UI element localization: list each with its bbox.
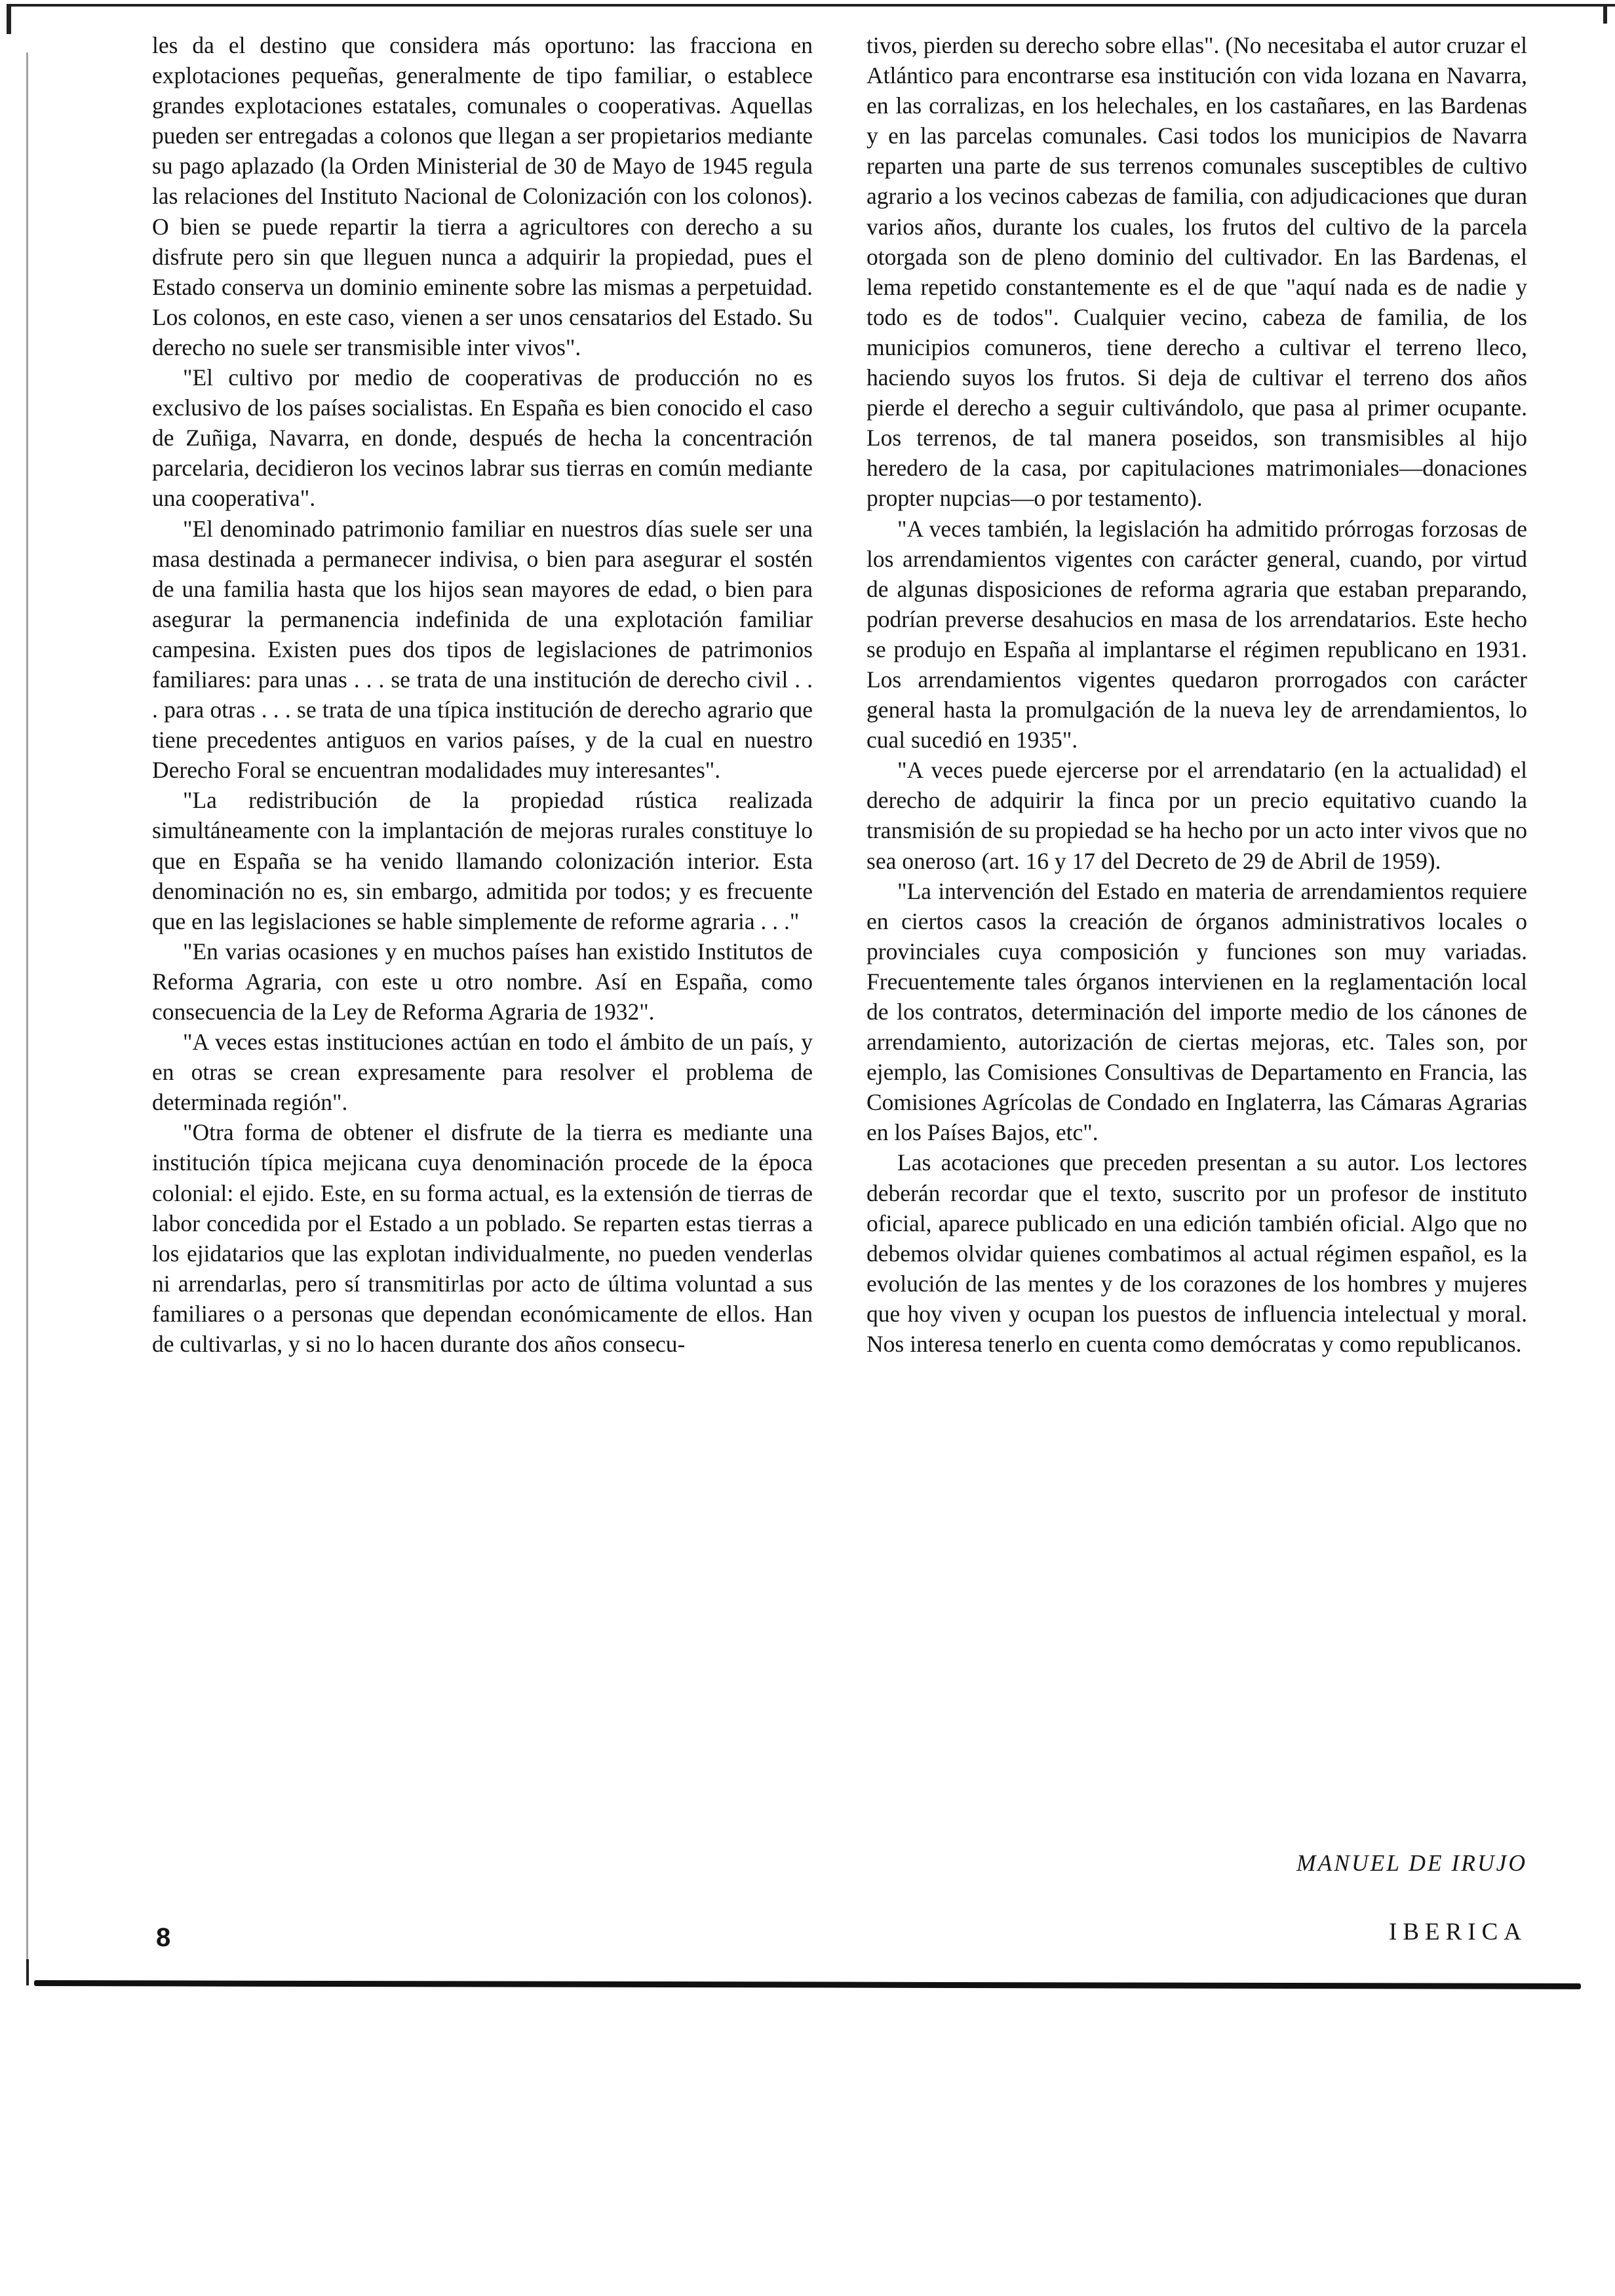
paragraph: "Otra forma de obtener el disfrute de la tierra es mediante una institución típica mejicana cuya denominación procede de la época colonial: el ejido. Este, en su forma actual, es la extensión de tierras de labor concedida por el Estado a un poblado. Se reparten estas tierras a los ejidatarios que las explotan individualmente, no pueden venderlas ni arrendarlas, pero sí transmitirlas por acto de última voluntad a sus familiares o a personas que dependan económicamente de ellos. Han de cultivarlas, y si no lo hacen durante dos años consecu- <box>152 1119 813 1358</box>
left-column <box>152 30 813 1359</box>
page-corner-top-right <box>1603 4 1607 24</box>
page-border-bottom <box>34 1980 1581 1989</box>
right-column <box>866 30 1527 1359</box>
page-corner-bottom-left <box>26 1959 29 1985</box>
paragraph: "La redistribución de la propiedad rústica realizada simultáneamente con la implantación de mejoras rurales constituye lo que en España se ha venido llamando colonización interior. Esta denominación no es, sin embargo, admitida por todos; y es frecuente que en las legislaciones se hable simplemente de reforme agraria . . ." <box>152 787 813 934</box>
paragraph: tivos, pierden su derecho sobre ellas". (No necesitaba el autor cruzar el Atlántico para encontrarse esa institución con vida lozana en Navarra, en las corralizas, en los helechales, en los castañares, en las Bardenas y en las parcelas comunales. Casi todos los municipios de Navarra reparten una parte de sus terrenos comunales susceptibles de cultivo agrario a los vecinos cabezas de familia, con adjudicaciones que duran varios años, durante los cuales, los frutos del cultivo de la parcela otorgada son de pleno dominio del cultivador. En las Bardenas, el lema repetido constantemente es el de que "aquí nada es de nadie y todo es de todos". Cualquier vecino, cabeza de familia, de los municipios comuneros, tiene derecho a cultivar el terreno lleco, haciendo suyos los frutos. Si deja de cultivar el terreno dos años pierde el derecho a seguir cultivándolo, que pasa al primer ocupante. Los terrenos, de tal manera poseidos, son transmisibles al hijo heredero de la casa, por capitulaciones matrimoniales—donaciones propter nupcias—o por testamento). <box>866 32 1527 512</box>
journal-name: IBERICA <box>1389 1919 1527 1945</box>
page-border-top <box>7 4 1615 7</box>
paragraph: "En varias ocasiones y en muchos países han existido Institutos de Reforma Agraria, con este u otro nombre. Así en España, como consecuencia de la Ley de Reforma Agraria de 1932". <box>152 938 813 1025</box>
paragraph: les da el destino que considera más oportuno: las fracciona en explotaciones pequeñas, generalmente de tipo familiar, o establece grandes explotaciones estatales, comunales o cooperativas. Aquellas pueden ser entregadas a colonos que llegan a ser propietarios mediante su pago aplazado (la Orden Ministerial de 30 de Mayo de 1945 regula las relaciones del Instituto Nacional de Colonización con los colonos). O bien se puede repartir la tierra a agricultores con derecho a su disfrute pero sin que lleguen nunca a adquirir la propiedad, pues el Estado conserva un dominio eminente sobre las mismas a perpetuidad. Los colonos, en este caso, vienen a ser unos censatarios del Estado. Su derecho no suele ser transmisible inter vivos". <box>152 32 813 360</box>
paragraph: Las acotaciones que preceden presentan a su autor. Los lectores deberán recordar que el texto, suscrito por un profesor de instituto oficial, aparece publicado en una edición también oficial. Algo que no debemos olvidar quienes combatimos al actual régimen español, es la evolución de las mentes y de los corazones de los hombres y mujeres que hoy viven y ocupan los puestos de influencia intelectual y moral. Nos interesa tenerlo en cuenta como demócratas y como republicanos. <box>866 1149 1527 1358</box>
paragraph: "El denominado patrimonio familiar en nuestros días suele ser una masa destinada a permanecer indivisa, o bien para asegurar el sostén de una familia hasta que los hijos sean mayores de edad, o bien para asegurar la permanencia indefinida de una explotación familiar campesina. Existen pues dos tipos de legislaciones de patrimonios familiares: para unas . . . se trata de una institución de derecho civil . . . para otras . . . se trata de una típica institución de derecho agrario que tiene precedentes antiguos en varios países, y de la cual en nuestro Derecho Foral se encuentran modalidades muy interesantes". <box>152 515 813 784</box>
author-signature: MANUEL DE IRUJO <box>1296 1850 1527 1876</box>
paragraph: "La intervención del Estado en materia de arrendamientos requiere en ciertos casos la creación de órganos administrativos locales o provinciales cuya composición y funciones son muy variadas. Frecuentemente tales órganos intervienen en la reglamentación local de los contratos, determinación del importe medio de los cánones de arrendamiento, autorización de ciertas mejoras, etc. Tales son, por ejemplo, las Comisiones Consultivas de Departamento en Francia, las Comisiones Agrícolas de Condado en Inglaterra, las Cámaras Agrarias en los Países Bajos, etc". <box>866 877 1527 1146</box>
paragraph: "El cultivo por medio de cooperativas de producción no es exclusivo de los países socialistas. En España es bien conocido el caso de Zuñiga, Navarra, en donde, después de hecha la concentración parcelaria, decidieron los vecinos labrar sus tierras en común mediante una cooperativa". <box>152 364 813 512</box>
paragraph: "A veces estas instituciones actúan en todo el ámbito de un país, y en otras se crean expresamente para resolver el problema de determinada región". <box>152 1029 813 1116</box>
page-border-left <box>26 52 28 1972</box>
paragraph: "A veces puede ejercerse por el arrendatario (en la actualidad) el derecho de adquirir la finca por un precio equitativo cuando la transmisión de su propiedad se ha hecho por un acto inter vivos que no sea oneroso (art. 16 y 17 del Decreto de 29 de Abril de 1959). <box>866 757 1527 874</box>
paragraph: "A veces también, la legislación ha admitido prórrogas forzosas de los arrendamientos vigentes con carácter general, cuando, por virtud de algunas disposiciones de reforma agraria que estaban preparando, podrían preverse desahucios en masa de los arrendatarios. Este hecho se produjo en España al implantarse el régimen republicano en 1931. Los arrendamientos vigentes quedaron prorrogados con carácter general hasta la promulgación de la nueva ley de arrendamientos, lo cual sucedió en 1935". <box>866 515 1527 754</box>
page-number: 8 <box>156 1923 171 1952</box>
page-corner-top-left <box>7 4 11 34</box>
